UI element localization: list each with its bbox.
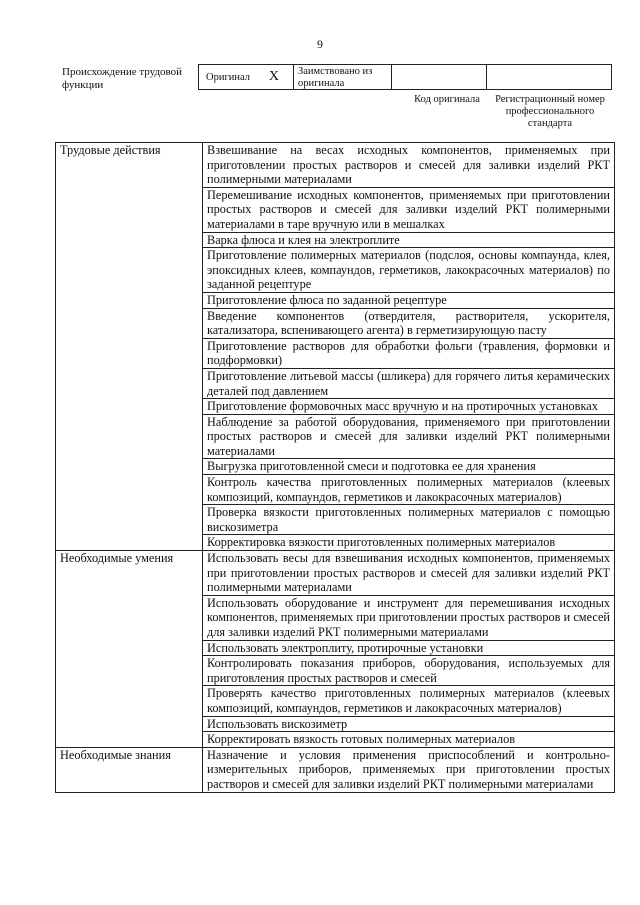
- table-cell-item: Перемешивание исходных компонентов, применяемых при приготовлении простых растворов и смесей для заливки изделий РКТ полимерными материалами в таре вручную или в мешалках: [203, 187, 615, 232]
- code-caption: Код оригинала: [414, 94, 480, 105]
- section-title: Необходимые умения: [56, 551, 203, 748]
- function-table: [55, 142, 615, 793]
- table-cell-item: Приготовление формовочных масс вручную и на протирочных установках: [203, 399, 615, 415]
- borrowed-cell: Заимствовано из оригинала: [294, 65, 392, 89]
- table-row: [56, 747, 615, 792]
- origin-table: [198, 64, 612, 90]
- table-cell-item: Использовать вискозиметр: [203, 716, 615, 732]
- table-cell-item: Контролировать показания приборов, оборудования, используемых для приготовления простых растворов и смесей: [203, 656, 615, 686]
- table-cell-item: Наблюдение за работой оборудования, применяемого при приготовлении простых растворов и смесей для заливки изделий РКТ полимерными материалами: [203, 414, 615, 459]
- table-cell-item: Варка флюса и клея на электроплите: [203, 232, 615, 248]
- original-mark: X: [268, 69, 279, 84]
- table-cell-item: Использовать весы для взвешивания исходных компонентов, применяемых при приготовлении простых растворов и смесей для заливки изделий РКТ полимерными материалами: [203, 551, 615, 596]
- table-cell-item: Корректировка вязкости приготовленных полимерных материалов: [203, 535, 615, 551]
- table-cell-item: Введение компонентов (отвердителя, растворителя, ускорителя, катализатора, вспенивающего агента) в герметизирующую пасту: [203, 308, 615, 338]
- reg-number-caption: Регистрационный номер профессионального стандарта: [495, 94, 605, 129]
- table-cell-item: Проверять качество приготовленных полимерных материалов (клеевых композиций, компаундов, герметиков и лакокрасочных материалов): [203, 686, 615, 716]
- table-cell-item: Приготовление флюса по заданной рецептуре: [203, 292, 615, 308]
- table-cell-item: Приготовление полимерных материалов (подслоя, основы компаунда, клея, эпоксидных клеев, компаундов, герметиков, лакокрасочных материалов) по заданной рецептуре: [203, 248, 615, 293]
- table-cell-item: Контроль качества приготовленных полимерных материалов (клеевых композиций, компаундов, герметиков и лакокрасочных материалов): [203, 475, 615, 505]
- table-cell-item: Выгрузка приготовленной смеси и подготовка ее для хранения: [203, 459, 615, 475]
- table-cell-item: Назначение и условия применения приспособлений и контрольно-измерительных приборов, применяемых при приготовлении простых растворов и смесей для заливки изделий РКТ полимерными материалами: [203, 747, 615, 792]
- table-cell-item: Приготовление литьевой массы (шликера) для горячего литья керамических деталей под давлением: [203, 368, 615, 398]
- original-cell: [199, 65, 294, 89]
- reg-number-cell: [487, 65, 611, 89]
- table-cell-item: Использовать оборудование и инструмент для перемешивания исходных компонентов, применяемых при приготовлении простых растворов и смесей для заливки изделий РКТ полимерными материалами: [203, 595, 615, 640]
- section-title: Трудовые действия: [56, 143, 203, 551]
- section-title: Необходимые знания: [56, 747, 203, 792]
- table-cell-item: Взвешивание на весах исходных компонентов, применяемых при приготовлении простых растворов и смесей для заливки изделий РКТ полимерными материалами: [203, 143, 615, 188]
- table-cell-item: Корректировать вязкость готовых полимерных материалов: [203, 732, 615, 748]
- table-row: [56, 551, 615, 596]
- table-cell-item: Проверка вязкости приготовленных полимерных материалов с помощью вискозиметра: [203, 505, 615, 535]
- table-row: [56, 143, 615, 188]
- table-cell-item: Приготовление растворов для обработки фольги (травления, формовки и подформовки): [203, 338, 615, 368]
- code-cell: [392, 65, 487, 89]
- table-cell-item: Использовать электроплиту, протирочные установки: [203, 640, 615, 656]
- page-number: 9: [317, 37, 323, 51]
- original-label: Оригинал: [206, 71, 250, 83]
- origin-label: Происхождение трудовой функции: [62, 66, 183, 91]
